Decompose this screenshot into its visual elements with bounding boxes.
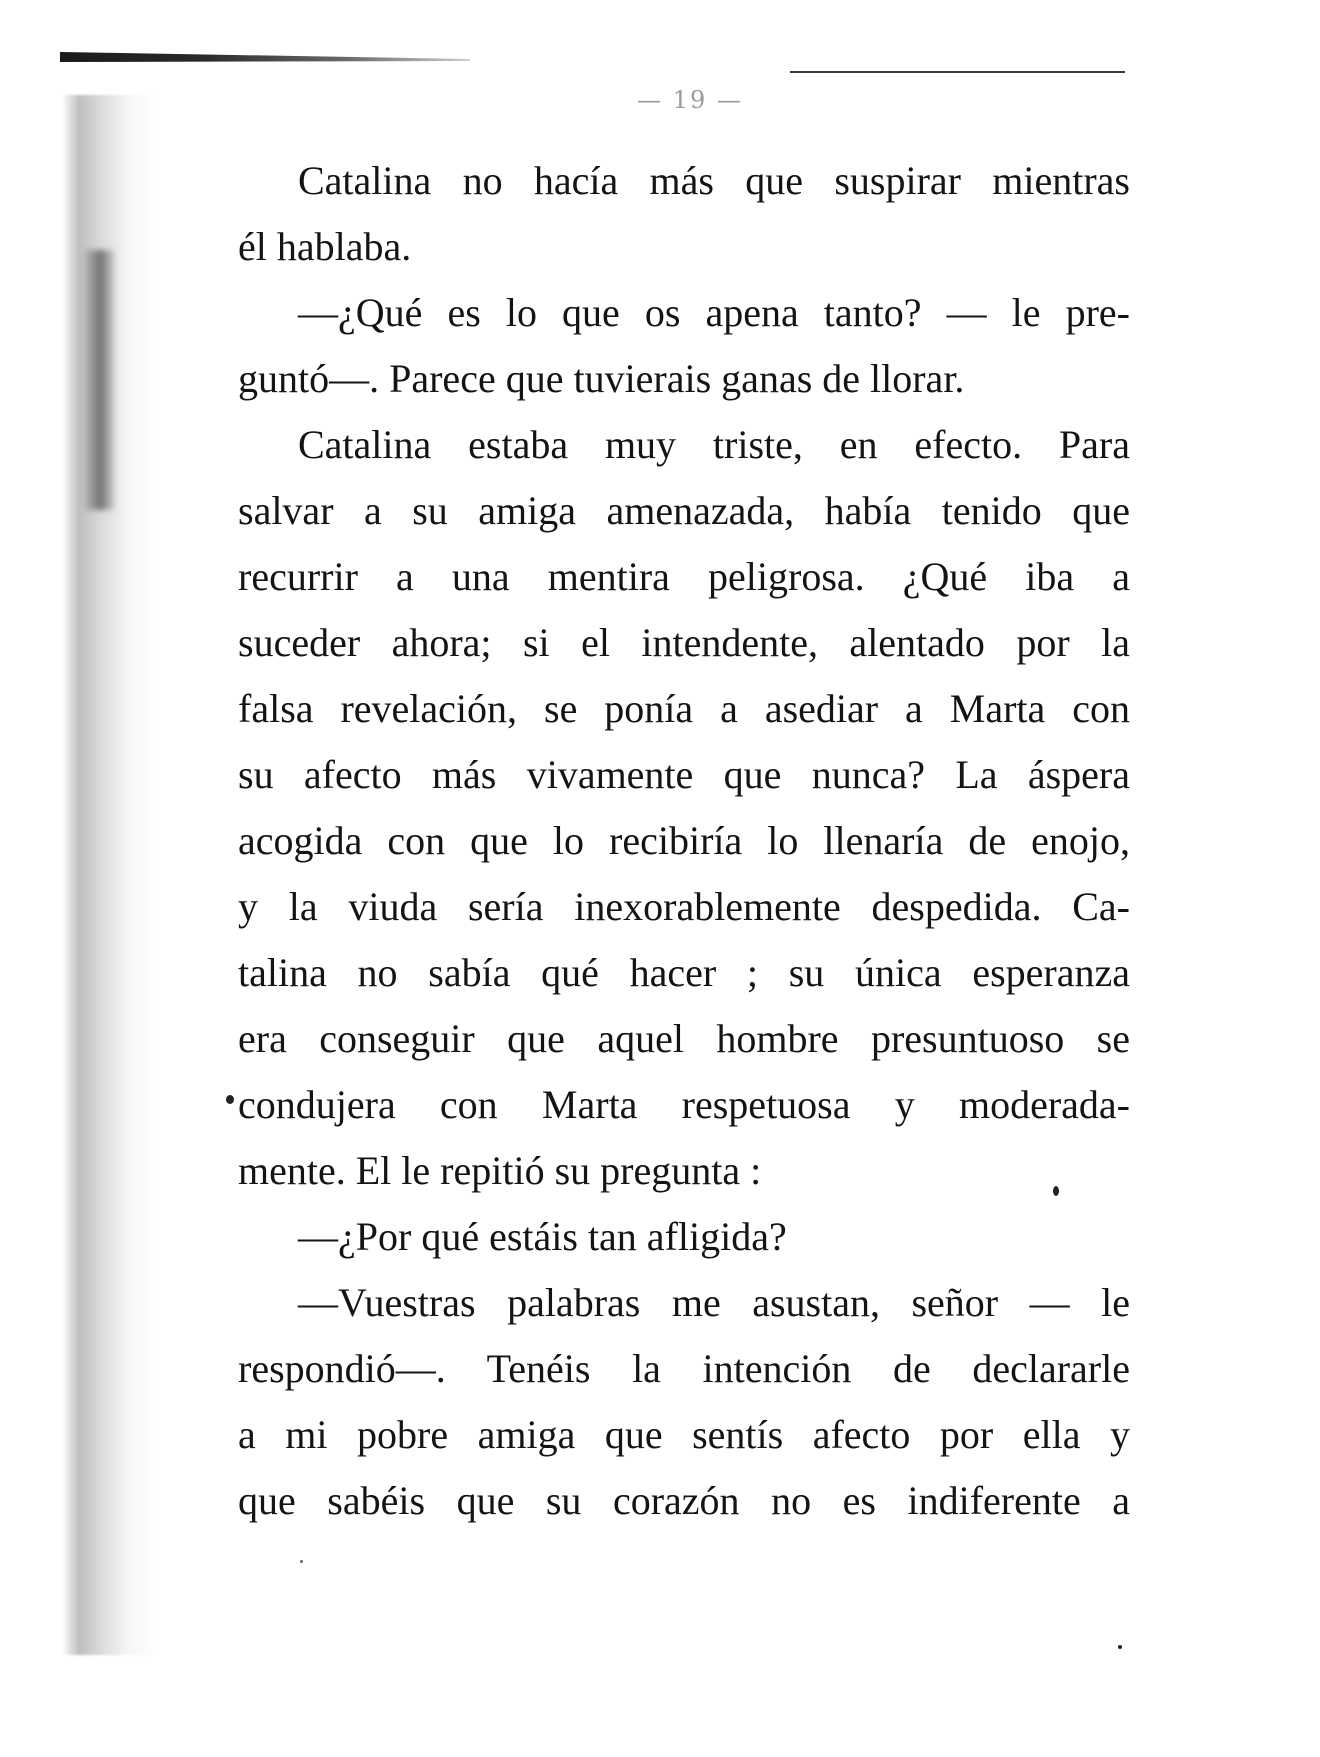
ink-spot: [226, 1095, 234, 1104]
text-line: —¿Por qué estáis tan afligida?: [298, 1214, 787, 1259]
text-line: a mi pobre amiga que sentís afecto por ella y: [238, 1412, 1130, 1457]
text-line: salvar a su amiga amenazada, había tenido que: [238, 488, 1130, 533]
top-rule-right: [790, 71, 1125, 73]
text-line: mente. El le repitió su pregunta :: [238, 1148, 762, 1193]
text-line: su afecto más vivamente que nunca? La áspera: [238, 752, 1130, 797]
text-line: Catalina estaba muy triste, en efecto. Para: [298, 422, 1130, 467]
text-line: falsa revelación, se ponía a asediar a Marta con: [238, 686, 1130, 731]
text-line: Catalina no hacía más que suspirar mientras: [298, 158, 1130, 203]
body-text: [238, 148, 1130, 1534]
binding-stain: [85, 250, 115, 510]
text-line: recurrir a una mentira peligrosa. ¿Qué iba a: [238, 554, 1130, 599]
text-line: guntó—. Parece que tuvierais ganas de llorar.: [238, 356, 965, 401]
ink-spot: [1118, 1645, 1122, 1649]
ink-spot: [1053, 1186, 1059, 1196]
top-rule-left: [60, 52, 470, 62]
text-line: que sabéis que su corazón no es indiferente a: [238, 1478, 1130, 1523]
text-line: suceder ahora; si el intendente, alentado por la: [238, 620, 1130, 665]
text-line: talina no sabía qué hacer ; su única esperanza: [238, 950, 1130, 995]
text-line: y la viuda sería inexorablemente despedida. Ca-: [238, 884, 1130, 929]
text-line: condujera con Marta respetuosa y moderada-: [238, 1082, 1130, 1127]
text-line: él hablaba.: [238, 224, 412, 269]
text-line: —¿Qué es lo que os apena tanto? — le pre-: [298, 290, 1130, 335]
text-line: respondió—. Tenéis la intención de declararle: [238, 1346, 1130, 1391]
text-line: —Vuestras palabras me asustan, señor — le: [298, 1280, 1130, 1325]
page-number: — 19 —: [637, 86, 743, 114]
text-line: era conseguir que aquel hombre presuntuoso se: [238, 1016, 1130, 1061]
ink-spot: [300, 1560, 303, 1563]
text-line: acogida con que lo recibiría lo llenaría de enojo,: [238, 818, 1130, 863]
